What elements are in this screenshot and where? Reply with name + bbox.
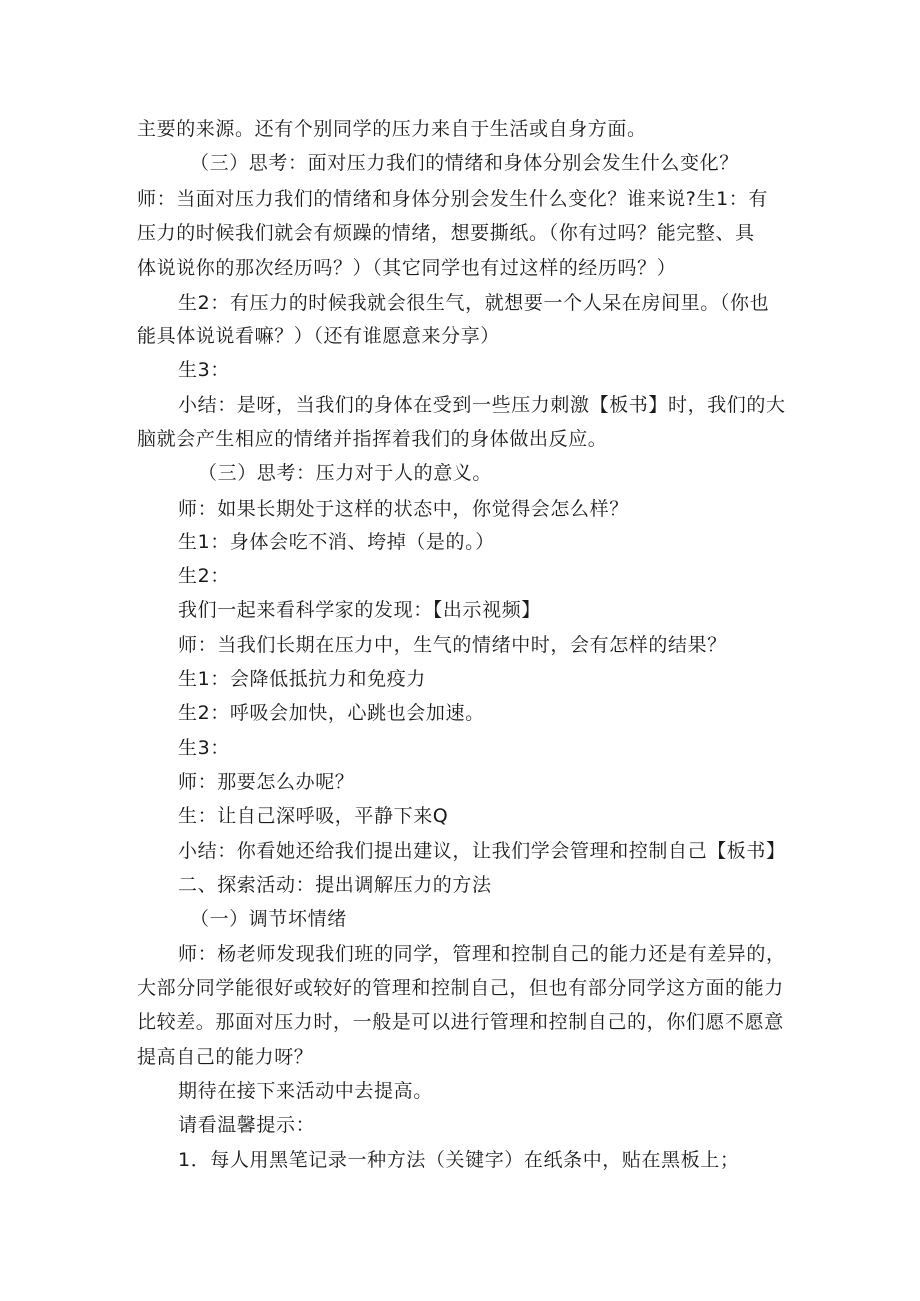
paragraph-line: 生2： [178,565,230,587]
paragraph-line: 小结：你看她还给我们提出建议，让我们学会管理和控制自己【板书】 [178,840,786,862]
section-heading: 二、探索活动：提出调解压力的方法 [178,874,492,896]
section-heading: （三）思考：压力对于人的意义。 [198,462,493,484]
paragraph-line: 师：杨老师发现我们班的同学，管理和控制自己的能力还是有差异的， [178,943,786,965]
paragraph-line: 提高自己的能力呀？ [137,1046,314,1068]
paragraph-line: 主要的来源。还有个别同学的压力来自于生活或自身方面。 [137,118,647,140]
paragraph-line: 压力的时候我们就会有烦躁的情绪，想要撕纸。（你有过吗？能完整、具 [137,222,755,244]
paragraph-line: 比较差。那面对压力时，一般是可以进行管理和控制自己的，你们愿不愿意 [137,1011,784,1033]
paragraph-line: 小结：是呀，当我们的身体在受到一些压力刺激【板书】时，我们的大 [178,394,786,416]
paragraph-line: 生1：身体会吃不消、垮掉（是的。） [178,531,495,553]
paragraph-line: 生1：会降低抵抗力和免疫力 [178,668,426,690]
paragraph-line: 生3： [178,737,230,759]
paragraph-line: 我们一起来看科学家的发现：【出示视频】 [178,599,541,621]
section-heading: （一）调节坏情绪 [190,908,347,930]
paragraph-line: 生3： [178,359,230,381]
section-heading: （三）思考：面对压力我们的情绪和身体分别会发生什么变化？ [190,152,739,174]
paragraph-line: 师：当面对压力我们的情绪和身体分别会发生什么变化？谁来说?生1：有 [137,188,768,210]
paragraph-line: 大部分同学能很好或较好的管理和控制自己，但也有部分同学这方面的能力 [137,977,784,999]
paragraph-line: 期待在接下来活动中去提高。 [178,1080,433,1102]
paragraph-line: 师：当我们长期在压力中，生气的情绪中时，会有怎样的结果？ [178,634,727,656]
paragraph-line: 生2：有压力的时候我就会很生气，就想要一个人呆在房间里。（你也 [178,292,770,314]
paragraph-line: 能具体说说看嘛？）（还有谁愿意来分享） [137,325,500,347]
paragraph-line: 生2：呼吸会加快，心跳也会加速。 [178,702,485,724]
paragraph-line: 生：让自己深呼吸，平静下来Q [178,805,449,827]
paragraph-line: 请看温馨提示： [178,1114,316,1136]
paragraph-line: 脑就会产生相应的情绪并指挥着我们的身体做出反应。 [137,428,608,450]
paragraph-line: 体说说你的那次经历吗？）（其它同学也有过这样的经历吗？） [137,257,677,279]
paragraph-line: 师：如果长期处于这样的状态中，你觉得会怎么样？ [178,498,629,520]
paragraph-line: 师：那要怎么办呢？ [178,771,355,793]
list-item: 1．每人用黑笔记录一种方法（关键字）在纸条中，贴在黑板上； [178,1149,740,1171]
